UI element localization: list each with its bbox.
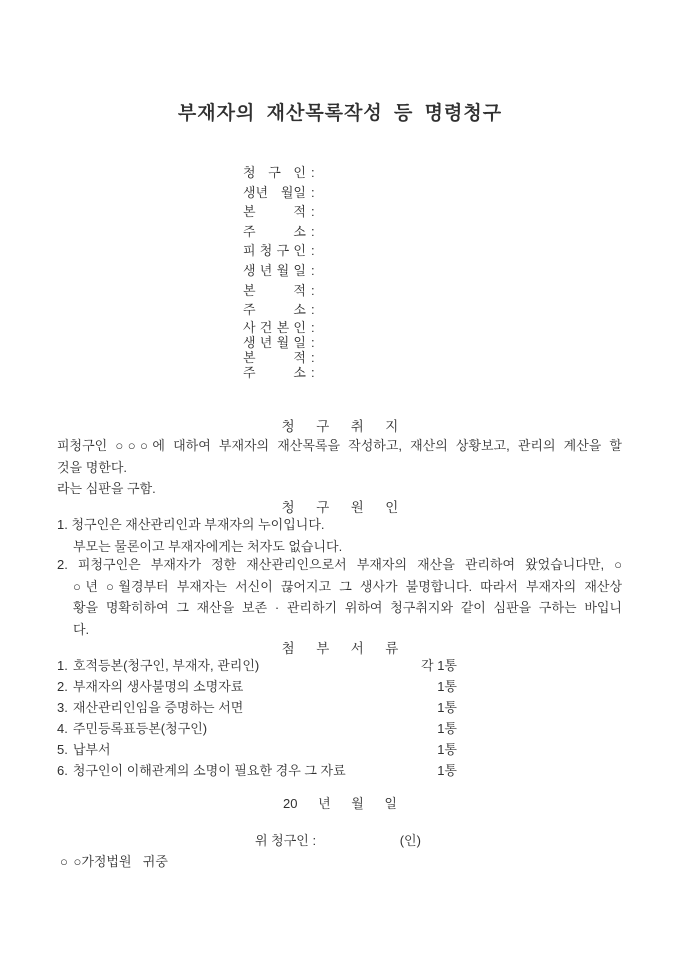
- party-colon: :: [311, 223, 315, 239]
- attachment-count: 1통: [437, 721, 457, 736]
- attachment-number: 6.: [57, 763, 68, 778]
- attachment-row: [57, 718, 457, 739]
- paragraph-line: 라는 심판을 구함.: [57, 481, 156, 496]
- attachment-count: 1통: [437, 742, 457, 757]
- party-label: 본 적: [243, 282, 306, 298]
- attachment-label: 청구인이 이해관계의 소명이 필요한 경우 그 자료: [72, 763, 346, 778]
- attachment-count: 각 1통: [421, 658, 457, 673]
- party-row: [243, 350, 315, 365]
- party-label: 피 청 구 인: [243, 243, 306, 259]
- party-row: [243, 183, 315, 203]
- party-row: [243, 261, 315, 281]
- party-colon: :: [311, 282, 315, 298]
- attachment-row: [57, 760, 457, 781]
- party-row: [243, 222, 315, 242]
- party-row: [243, 320, 315, 335]
- cause-line: 1. 청구인은 재산관리인과 부재자의 누이입니다.: [57, 517, 325, 532]
- party-label: 청 구 인: [243, 165, 306, 180]
- party-row: [243, 300, 315, 320]
- party-label: 생 년 월 일: [243, 262, 306, 278]
- party-colon: :: [311, 302, 315, 318]
- seal-mark: (인): [399, 833, 421, 848]
- party-colon: :: [311, 349, 315, 365]
- party-label: 주 소: [243, 302, 306, 318]
- party-label: 주 소: [243, 364, 306, 380]
- attachment-number: 5.: [57, 742, 68, 757]
- attachment-row: [57, 676, 457, 697]
- party-colon: :: [311, 165, 315, 180]
- party-colon: :: [311, 364, 315, 380]
- party-label: 생 년 월 일: [243, 334, 306, 350]
- attachment-label: 부재자의 생사불명의 소명자료: [72, 679, 244, 694]
- document-title: 부재자의 재산목록작성 등 명령청구: [177, 103, 503, 124]
- attachment-row: [57, 697, 457, 718]
- claim-purpose-heading: 청 구 취 지: [281, 419, 399, 434]
- attachment-count: 1통: [437, 763, 457, 778]
- party-colon: :: [311, 204, 315, 220]
- cause-item-1: [57, 514, 622, 557]
- attachment-number: 3.: [57, 700, 68, 715]
- signer-label: 위 청구인 :: [255, 833, 317, 848]
- claim-purpose-paragraph: [57, 435, 622, 500]
- cause-line: 황을 명확히하여 그 재산을 보존 · 관리하기 위하여 청구취지와 같이 심판을 구하는 바입니: [73, 600, 622, 615]
- party-colon: :: [311, 243, 315, 259]
- party-row: [243, 281, 315, 301]
- attachment-count: 1통: [437, 700, 457, 715]
- date-line: 20 년 월 일: [283, 796, 397, 811]
- party-label: 사 건 본 인: [243, 319, 306, 335]
- party-label: 주 소: [243, 223, 306, 239]
- court-name: ○ ○가정법원 귀중: [60, 854, 168, 869]
- attachment-row: [57, 655, 457, 676]
- party-label: 본 적: [243, 349, 306, 365]
- attachment-row: [57, 739, 457, 760]
- party-colon: :: [311, 334, 315, 350]
- cause-line: 2. 피청구인은 부재자가 정한 재산관리인으로서 부재자의 재산을 관리하여 왔었습니다만, ○: [57, 557, 622, 572]
- attachment-label: 납부서: [72, 742, 111, 757]
- cause-line: ○년 ○월경부터 부재자는 서신이 끊어지고 그 생사가 불명합니다. 따라서 부재자의 재산상: [73, 578, 622, 594]
- paragraph-line: 것을 명한다.: [57, 459, 128, 475]
- paragraph-line: 피청구인 ○○○에 대하여 부재자의 재산목록을 작성하고, 재산의 상황보고, 관리의 계산을 할: [57, 438, 622, 453]
- party-colon: :: [311, 319, 315, 335]
- party-colon: :: [311, 184, 315, 200]
- signature-line: [255, 830, 421, 849]
- attachments-heading: 첨 부 서 류: [281, 641, 399, 656]
- party-row: [243, 241, 315, 261]
- claim-cause-heading: 청 구 원 인: [281, 500, 399, 515]
- party-label: 본 적: [243, 204, 306, 220]
- party-label: 생년 월일: [243, 184, 306, 200]
- party-row: [243, 202, 315, 222]
- attachment-number: 2.: [57, 679, 68, 694]
- attachment-number: 1.: [57, 658, 68, 673]
- cause-line: 부모는 물론이고 부재자에게는 처자도 없습니다.: [73, 538, 343, 554]
- attachments-list: [57, 655, 622, 781]
- attachment-label: 주민등록표등본(청구인): [72, 721, 208, 736]
- party-info-block: [243, 163, 315, 380]
- attachment-label: 호적등본(청구인, 부재자, 관리인): [72, 658, 260, 673]
- attachment-label: 재산관리인임을 증명하는 서면: [72, 700, 244, 715]
- party-row: [243, 365, 315, 380]
- party-colon: :: [311, 262, 315, 278]
- party-row: [243, 163, 315, 183]
- attachment-count: 1통: [437, 679, 457, 694]
- attachment-number: 4.: [57, 721, 68, 736]
- cause-item-2: [57, 554, 622, 640]
- party-row: [243, 335, 315, 350]
- cause-line: 다.: [73, 621, 90, 637]
